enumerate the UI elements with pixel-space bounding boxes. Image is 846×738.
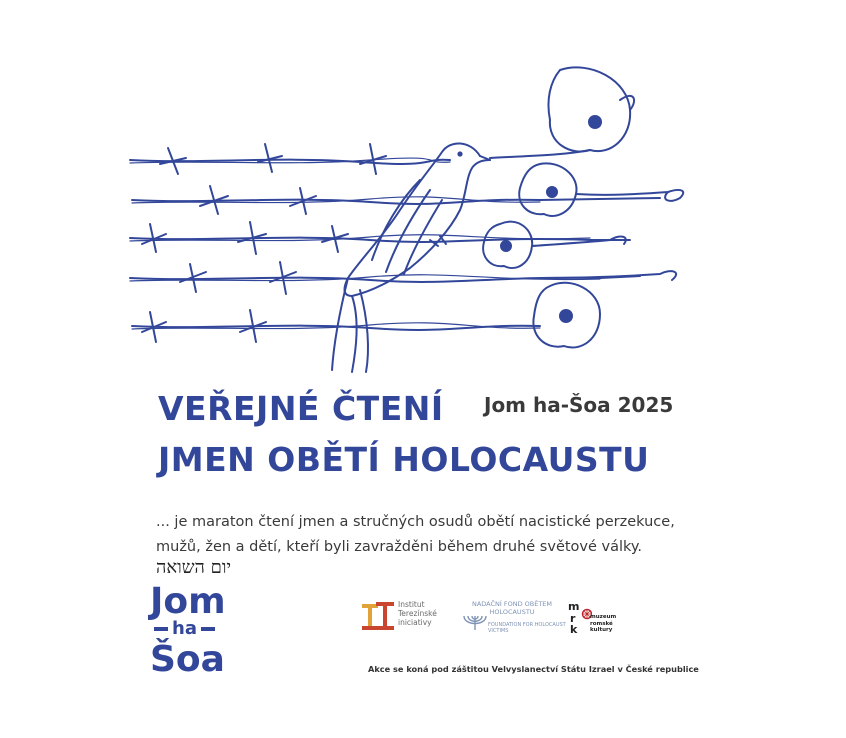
nf-top-text: NADAČNÍ FOND OBĚTEM HOLOCAUSTU — [471, 600, 553, 616]
svg-text:m: m — [568, 600, 580, 613]
mrk-icon — [568, 600, 592, 634]
description — [156, 510, 694, 560]
hebrew-title: יום השואה — [156, 557, 232, 578]
svg-text:r: r — [570, 612, 576, 625]
title-line-1: VEŘEJNÉ ČTENÍ — [158, 389, 444, 428]
dash-icon — [154, 627, 168, 631]
barbed-wire-dove-poppies-illustration — [120, 60, 690, 380]
itt-icon — [362, 602, 394, 632]
menorah-icon — [462, 614, 488, 632]
poppy-3 — [483, 222, 626, 268]
nf-bottom-text: FOUNDATION FOR HOLOCAUST VICTIMS — [488, 622, 566, 634]
dove — [332, 143, 490, 372]
dash-icon — [201, 627, 215, 631]
mrk-text: muzeum romské kultury — [590, 614, 617, 633]
title-line-2: JMEN OBĚTÍ HOLOCAUSTU — [158, 440, 650, 479]
description-line-2: mužů, žen a dětí, kteří byli zavražděni během druhé světové války. — [156, 539, 643, 555]
poppy-4 — [533, 271, 676, 347]
poppy-1 — [490, 67, 634, 158]
description-line-1: ... je maraton čtení jmen a stručných osudů obětí nacistické perzekuce, — [156, 514, 675, 530]
event-name: Jom ha-Šoa 2025 — [484, 393, 674, 417]
logo-soa: Šoa — [150, 639, 225, 680]
footer-text: Akce se koná pod záštitou Velvyslanectví Státu Izrael v České republice — [368, 664, 699, 674]
svg-text:k: k — [570, 623, 578, 634]
barbs — [142, 144, 386, 342]
itt-text: Institut Terezínské iniciativy — [398, 600, 437, 627]
poppy-2 — [519, 163, 683, 216]
logo-ha: ha — [150, 615, 219, 643]
logo-jom: Jom — [150, 581, 226, 622]
